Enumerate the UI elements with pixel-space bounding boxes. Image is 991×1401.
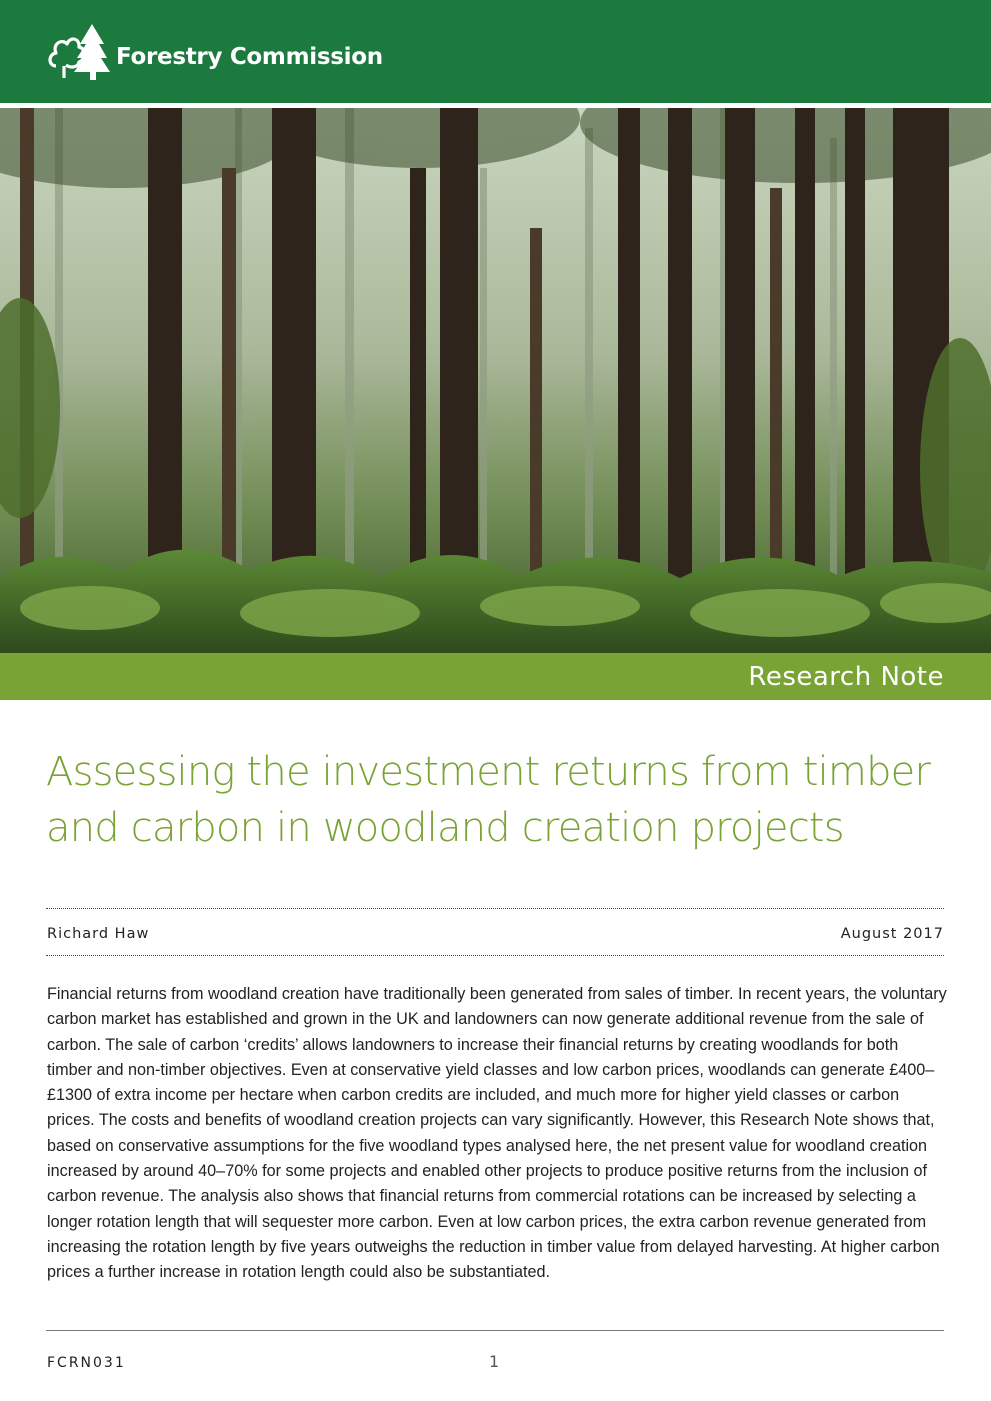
page-number: 1 <box>489 1352 500 1371</box>
meta-bottom-rule <box>46 955 944 956</box>
abstract-paragraph: Financial returns from woodland creation have traditionally been generated from sales of timber. In recent years, the voluntary carbon market has established and grown in the UK and landowners can now generate additional revenue from the sale of carbon. The sale of carbon ‘credits’ allows landowners to increase their financial returns by creating woodlands for both timber and non-timber objectives. Even at conservative yield classes and low carbon prices, woodlands can generate £400–£1300 of extra income per hectare when carbon credits are included, and much more for higher yield classes or carbon prices. The costs and benefits of woodland creation projects can vary significantly. However, this Research Note shows that, based on conservative assumptions for the five woodland types analysed here, the net present value for woodland creation increased by around 40–70% for some projects and enabled other projects to produce positive returns from the inclusion of carbon revenue. The analysis also shows that financial returns from commercial rotations can be increased by selecting a longer rotation length that will sequester more carbon. Even at low carbon prices, the extra carbon revenue generated from increasing the rotation length by five years outweighs the reduction in timber value from delayed harvesting. At higher carbon prices a further increase in rotation length could also be substantiated. <box>47 985 947 1282</box>
meta-top-rule <box>46 908 944 909</box>
tree-logo-icon <box>46 22 112 82</box>
document-code: FCRN031 <box>47 1355 126 1371</box>
publication-date: August 2017 <box>840 926 944 942</box>
document-title: Assessing the investment returns from timber and carbon in woodland creation projects <box>46 749 931 851</box>
document-type-label: Research Note <box>748 662 944 692</box>
author-name: Richard Haw <box>47 926 150 942</box>
header-bar <box>0 0 991 103</box>
brand-name: Forestry Commission <box>116 44 383 70</box>
forest-photo <box>0 108 991 653</box>
footer-rule <box>46 1330 944 1331</box>
